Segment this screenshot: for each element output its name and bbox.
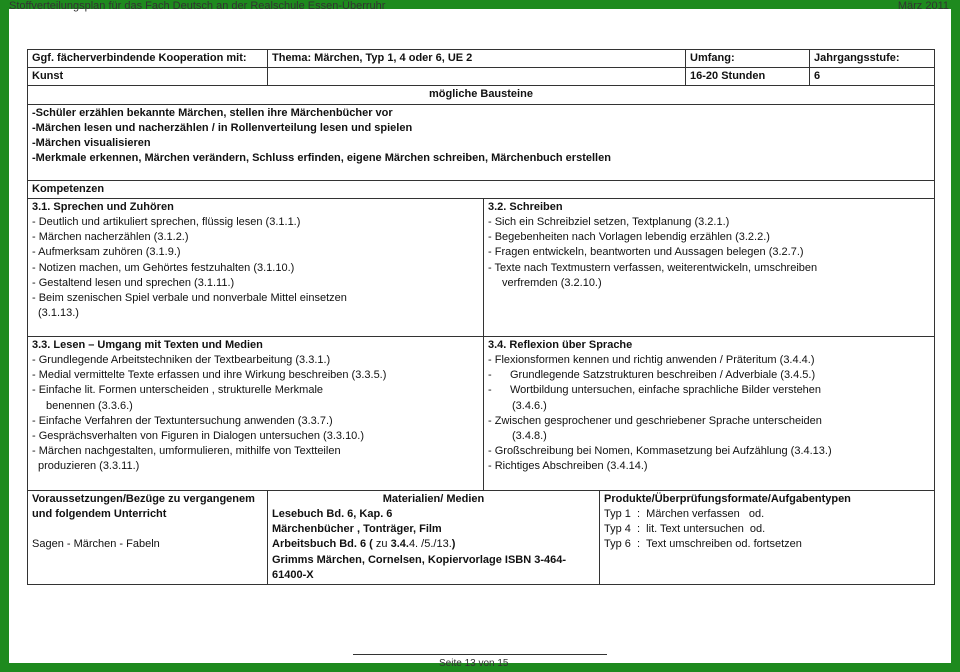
- thema-label: Thema: Märchen, Typ 1, 4 oder 6, UE 2: [268, 50, 686, 68]
- list-item: - Grundlegende Satzstrukturen beschreiben / Adverbiale (3.4.5.): [488, 369, 816, 382]
- list-item: - Großschreibung bei Nomen, Kommasetzung bei Aufzählung (3.4.13.): [488, 445, 832, 458]
- list-item: -Schüler erzählen bekannte Märchen, stellen ihre Märchenbücher vor: [32, 106, 393, 119]
- list-item: Arbeitsbuch Bd. 6 ( zu 3.4.4. /5./13.): [272, 538, 456, 551]
- list-item: - Flexionsformen kennen und richtig anwenden / Präteritum (3.4.4.): [488, 354, 815, 367]
- list-item: Typ 1 : Märchen verfassen od.: [604, 508, 765, 521]
- list-item: -Märchen visualisieren: [32, 137, 151, 150]
- kooperation-label: Ggf. fächerverbindende Kooperation mit:: [28, 50, 268, 68]
- thema-value: [268, 68, 686, 86]
- list-item: (3.4.8.): [512, 430, 547, 443]
- list-item: - Grundlegende Arbeitstechniken der Textbearbeitung (3.3.1.): [32, 354, 331, 367]
- jahrgangsstufe-label: Jahrgangsstufe:: [810, 50, 935, 68]
- section-title: 3.2. Schreiben: [488, 200, 563, 213]
- list-item: - Medial vermittelte Texte erfassen und ihre Wirkung beschreiben (3.3.5.): [32, 369, 387, 382]
- section-reflexion-sprache: [484, 336, 935, 490]
- list-item: -Märchen lesen und nacherzählen / in Rollenverteilung lesen und spielen: [32, 121, 413, 134]
- jahrgangsstufe-value: 6: [810, 68, 935, 86]
- umfang-value: 16-20 Stunden: [686, 68, 810, 86]
- list-item: - Richtiges Abschreiben (3.4.14.): [488, 460, 648, 473]
- table-row: [28, 336, 935, 490]
- list-item: - Beim szenischen Spiel verbale und nonverbale Mittel einsetzen: [32, 292, 347, 305]
- kompetenzen-heading: Kompetenzen: [28, 180, 935, 198]
- list-item: Grimms Märchen, Cornelsen, Kopiervorlage ISBN 3-464-: [272, 553, 567, 566]
- umfang-label: Umfang:: [686, 50, 810, 68]
- section-title: Produkte/Überprüfungsformate/Aufgabentypen: [604, 492, 851, 505]
- list-item: (3.1.13.): [38, 307, 79, 320]
- list-item: Typ 4 : lit. Text untersuchen od.: [604, 523, 766, 536]
- section-materialien: [268, 490, 600, 584]
- table-row: [28, 86, 935, 104]
- list-item: - Einfache lit. Formen unterscheiden , strukturelle Merkmale: [32, 384, 324, 397]
- table-row: [28, 490, 935, 584]
- list-item: Typ 6 : Text umschreiben od. fortsetzen: [604, 538, 802, 551]
- list-item: - Deutlich und artikuliert sprechen, flüssig lesen (3.1.1.): [32, 216, 301, 229]
- list-item: Lesebuch Bd. 6, Kap. 6: [272, 508, 393, 521]
- bausteine-list: [28, 104, 935, 180]
- list-item: - Wortbildung untersuchen, einfache sprachliche Bilder verstehen: [488, 384, 822, 397]
- list-item: - Gestaltend lesen und sprechen (3.1.11.): [32, 276, 235, 289]
- section-schreiben: [484, 198, 935, 336]
- bausteine-heading: mögliche Bausteine: [28, 86, 935, 104]
- section-title: 3.3. Lesen – Umgang mit Texten und Medien: [32, 338, 263, 351]
- list-item: - Aufmerksam zuhören (3.1.9.): [32, 246, 181, 259]
- list-item: - Märchen nacherzählen (3.1.2.): [32, 231, 189, 244]
- list-item: produzieren (3.3.11.): [38, 460, 140, 473]
- section-produkte: [600, 490, 935, 584]
- kooperation-value: Kunst: [28, 68, 268, 86]
- document-page: [9, 0, 951, 669]
- list-item: Märchenbücher , Tonträger, Film: [272, 523, 442, 536]
- plan-table: [27, 49, 935, 585]
- list-item: - Märchen nachgestalten, umformulieren, mithilfe von Textteilen: [32, 445, 341, 458]
- list-item: - Gesprächsverhalten von Figuren in Dialogen untersuchen (3.3.10.): [32, 430, 365, 443]
- list-item: 61400-X: [272, 568, 314, 581]
- section-title: Materialien/ Medien: [382, 492, 485, 505]
- list-item: - Texte nach Textmustern verfassen, weiterentwickeln, umschreiben: [488, 261, 818, 274]
- list-item: Sagen - Märchen - Fabeln: [32, 538, 160, 551]
- table-row: [28, 180, 935, 198]
- list-item: benennen (3.3.6.): [46, 399, 133, 412]
- section-voraussetzungen: [28, 490, 268, 584]
- list-item: - Notizen machen, um Gehörtes festzuhalten (3.1.10.): [32, 261, 295, 274]
- list-item: - Fragen entwickeln, beantworten und Aussagen belegen (3.2.7.): [488, 246, 804, 259]
- list-item: (3.4.6.): [512, 399, 547, 412]
- section-sprechen-zuhoeren: [28, 198, 484, 336]
- header-title: Stoffverteilungsplan für das Fach Deutsch an der Realschule Essen-Überruhr: [9, 0, 386, 12]
- header-date: März 2011: [897, 0, 949, 12]
- section-lesen-medien: [28, 336, 484, 490]
- footer-divider: [353, 654, 607, 655]
- list-item: - Einfache Verfahren der Textuntersuchung anwenden (3.3.7.): [32, 414, 333, 427]
- section-title: Voraussetzungen/Bezüge zu vergangenem: [32, 492, 255, 505]
- list-item: - Sich ein Schreibziel setzen, Textplanung (3.2.1.): [488, 216, 730, 229]
- list-item: - Begebenheiten nach Vorlagen lebendig erzählen (3.2.2.): [488, 231, 770, 244]
- section-title: 3.4. Reflexion über Sprache: [488, 338, 633, 351]
- section-title: und folgendem Unterricht: [32, 508, 167, 521]
- table-row: [28, 104, 935, 180]
- table-row: [28, 198, 935, 336]
- section-title: 3.1. Sprechen und Zuhören: [32, 200, 174, 213]
- page-number: Seite 13 von 15: [439, 658, 509, 669]
- list-item: -Merkmale erkennen, Märchen verändern, Schluss erfinden, eigene Märchen schreiben, Märchenbuch erstellen: [32, 152, 611, 165]
- list-item: verfremden (3.2.10.): [502, 276, 602, 289]
- list-item: - Zwischen gesprochener und geschriebener Sprache unterscheiden: [488, 414, 822, 427]
- table-row: [28, 50, 935, 68]
- table-row: [28, 68, 935, 86]
